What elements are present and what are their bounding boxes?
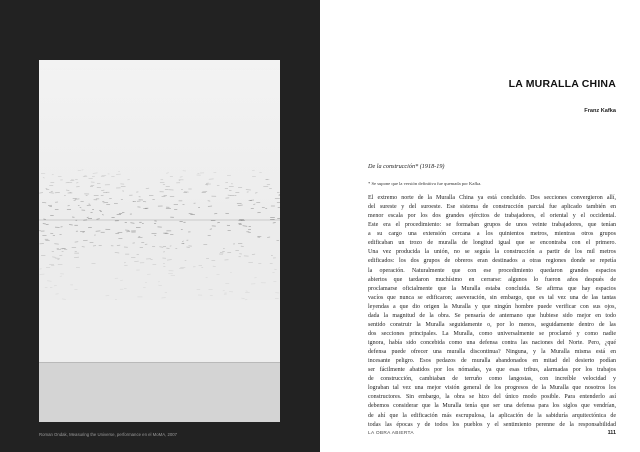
body-line: de ahí que la edificación más escrupulosa, la aplicación de la sabiduría arquitectónica de (368, 412, 616, 419)
body-line: Una vez producida la unión, no se seguía la construcción a partir de los mil metros (368, 249, 616, 256)
body-line: a su cargo una extensión cercana a los quinientos metros, mientras otros grupos (368, 231, 616, 238)
body-line: de construcción, cambiaban de terruño como langostas, con increíble velocidad y (368, 376, 616, 383)
body-line: vacíos que nunca se edificaron; aseveración, sin embargo, que es tal vez una de las tantas (368, 294, 616, 301)
body-line: proclamarse oficialmente que la Muralla estaba concluida. Se afirma que hay espacios (368, 285, 616, 292)
wall-marks-graphic (39, 60, 280, 362)
artwork-photo (39, 60, 280, 422)
body-line: ser fácilmente abatidos por los nómadas, ya que esas tribus, alarmadas por los trabajos (368, 367, 616, 374)
body-line: dada la magnitud de la obra. Se pensaría de antemano que hubiese sido mejor en todo (368, 312, 616, 319)
body-line: del sureste y del suroeste. Ese sistema de construcción parcial fue aplicado también en (368, 204, 616, 211)
page-number: 111 (607, 430, 616, 436)
body-line: sentido construir la Muralla seguidamente o, por lo menos, seguidamente dentro de las (368, 321, 616, 328)
body-line: debemos considerar que la Muralla tenía que ser una defensa para los siglos que vendrían, (368, 403, 616, 410)
article-body (368, 194, 616, 430)
body-line: incesante peligro. Esos pedazos de muralla abandonados en mitad del desierto podían (368, 358, 616, 365)
photo-caption: Roman Ondak, Measuring the Universe, performance en el MoMA, 2007 (39, 432, 178, 437)
photo-floor-line (39, 362, 280, 363)
photo-floor (39, 362, 280, 422)
body-line: dos secciones principales. La Muralla, como universalmente se proclamó y como nadie (368, 330, 616, 337)
body-line: todas las épocas y de todos los pueblos y el sentimiento perenne de la responsabilidad (368, 421, 616, 428)
right-page (320, 0, 640, 452)
body-line: abiertos que tardaron muchísimo en cerrarse: algunos lo fueron años después de (368, 276, 616, 283)
body-line: menor escala por los dos grandes ejércitos de trabajadores, el oriental y el occidental. (368, 213, 616, 220)
body-line: leyendas a que dio origen la Muralla y que ningún hombre puede verificar con sus ojos, (368, 303, 616, 310)
article-author: Franz Kafka (584, 108, 616, 114)
body-line: constructores. Sin embargo, la obra se hizo del único modo posible. Para entenderlo así (368, 394, 616, 401)
body-line: edificaban un trozo de muralla de longitud igual que se encontraba con el primero. (368, 240, 616, 247)
article-footnote: * Se supone que la versión definitiva fue quemada por Kafka. (368, 181, 482, 186)
body-line: Este era el procedimiento: se formaban grupos de unos veinte trabajadores, que tenían (368, 222, 616, 229)
body-line: la operación. Naturalmente que con ese procedimiento quedaron grandes espacios (368, 267, 616, 274)
article-title: LA MURALLA CHINA (508, 78, 616, 90)
body-line: El extremo norte de la Muralla China ya está concluido. Dos secciones convergieron allí, (368, 195, 616, 201)
running-footer: LA OBRA ABIERTA (368, 431, 414, 436)
body-line: defensa puede ofrecer una muralla discontinua? Ninguna, y la Muralla misma está en (368, 349, 616, 356)
body-line: edificados: los dos grupos de obreros eran destinados a otras regiones donde se repetía (368, 258, 616, 265)
body-line: lograban tal vez una mejor visión general de los progresos de la Muralla que nosotros los (368, 385, 616, 392)
body-line: ignora, había sido concebida como una defensa contra las naciones del Norte. Pero, ¿qué (368, 340, 616, 346)
article-subtitle: De la construcción* (1918-19) (368, 163, 445, 170)
